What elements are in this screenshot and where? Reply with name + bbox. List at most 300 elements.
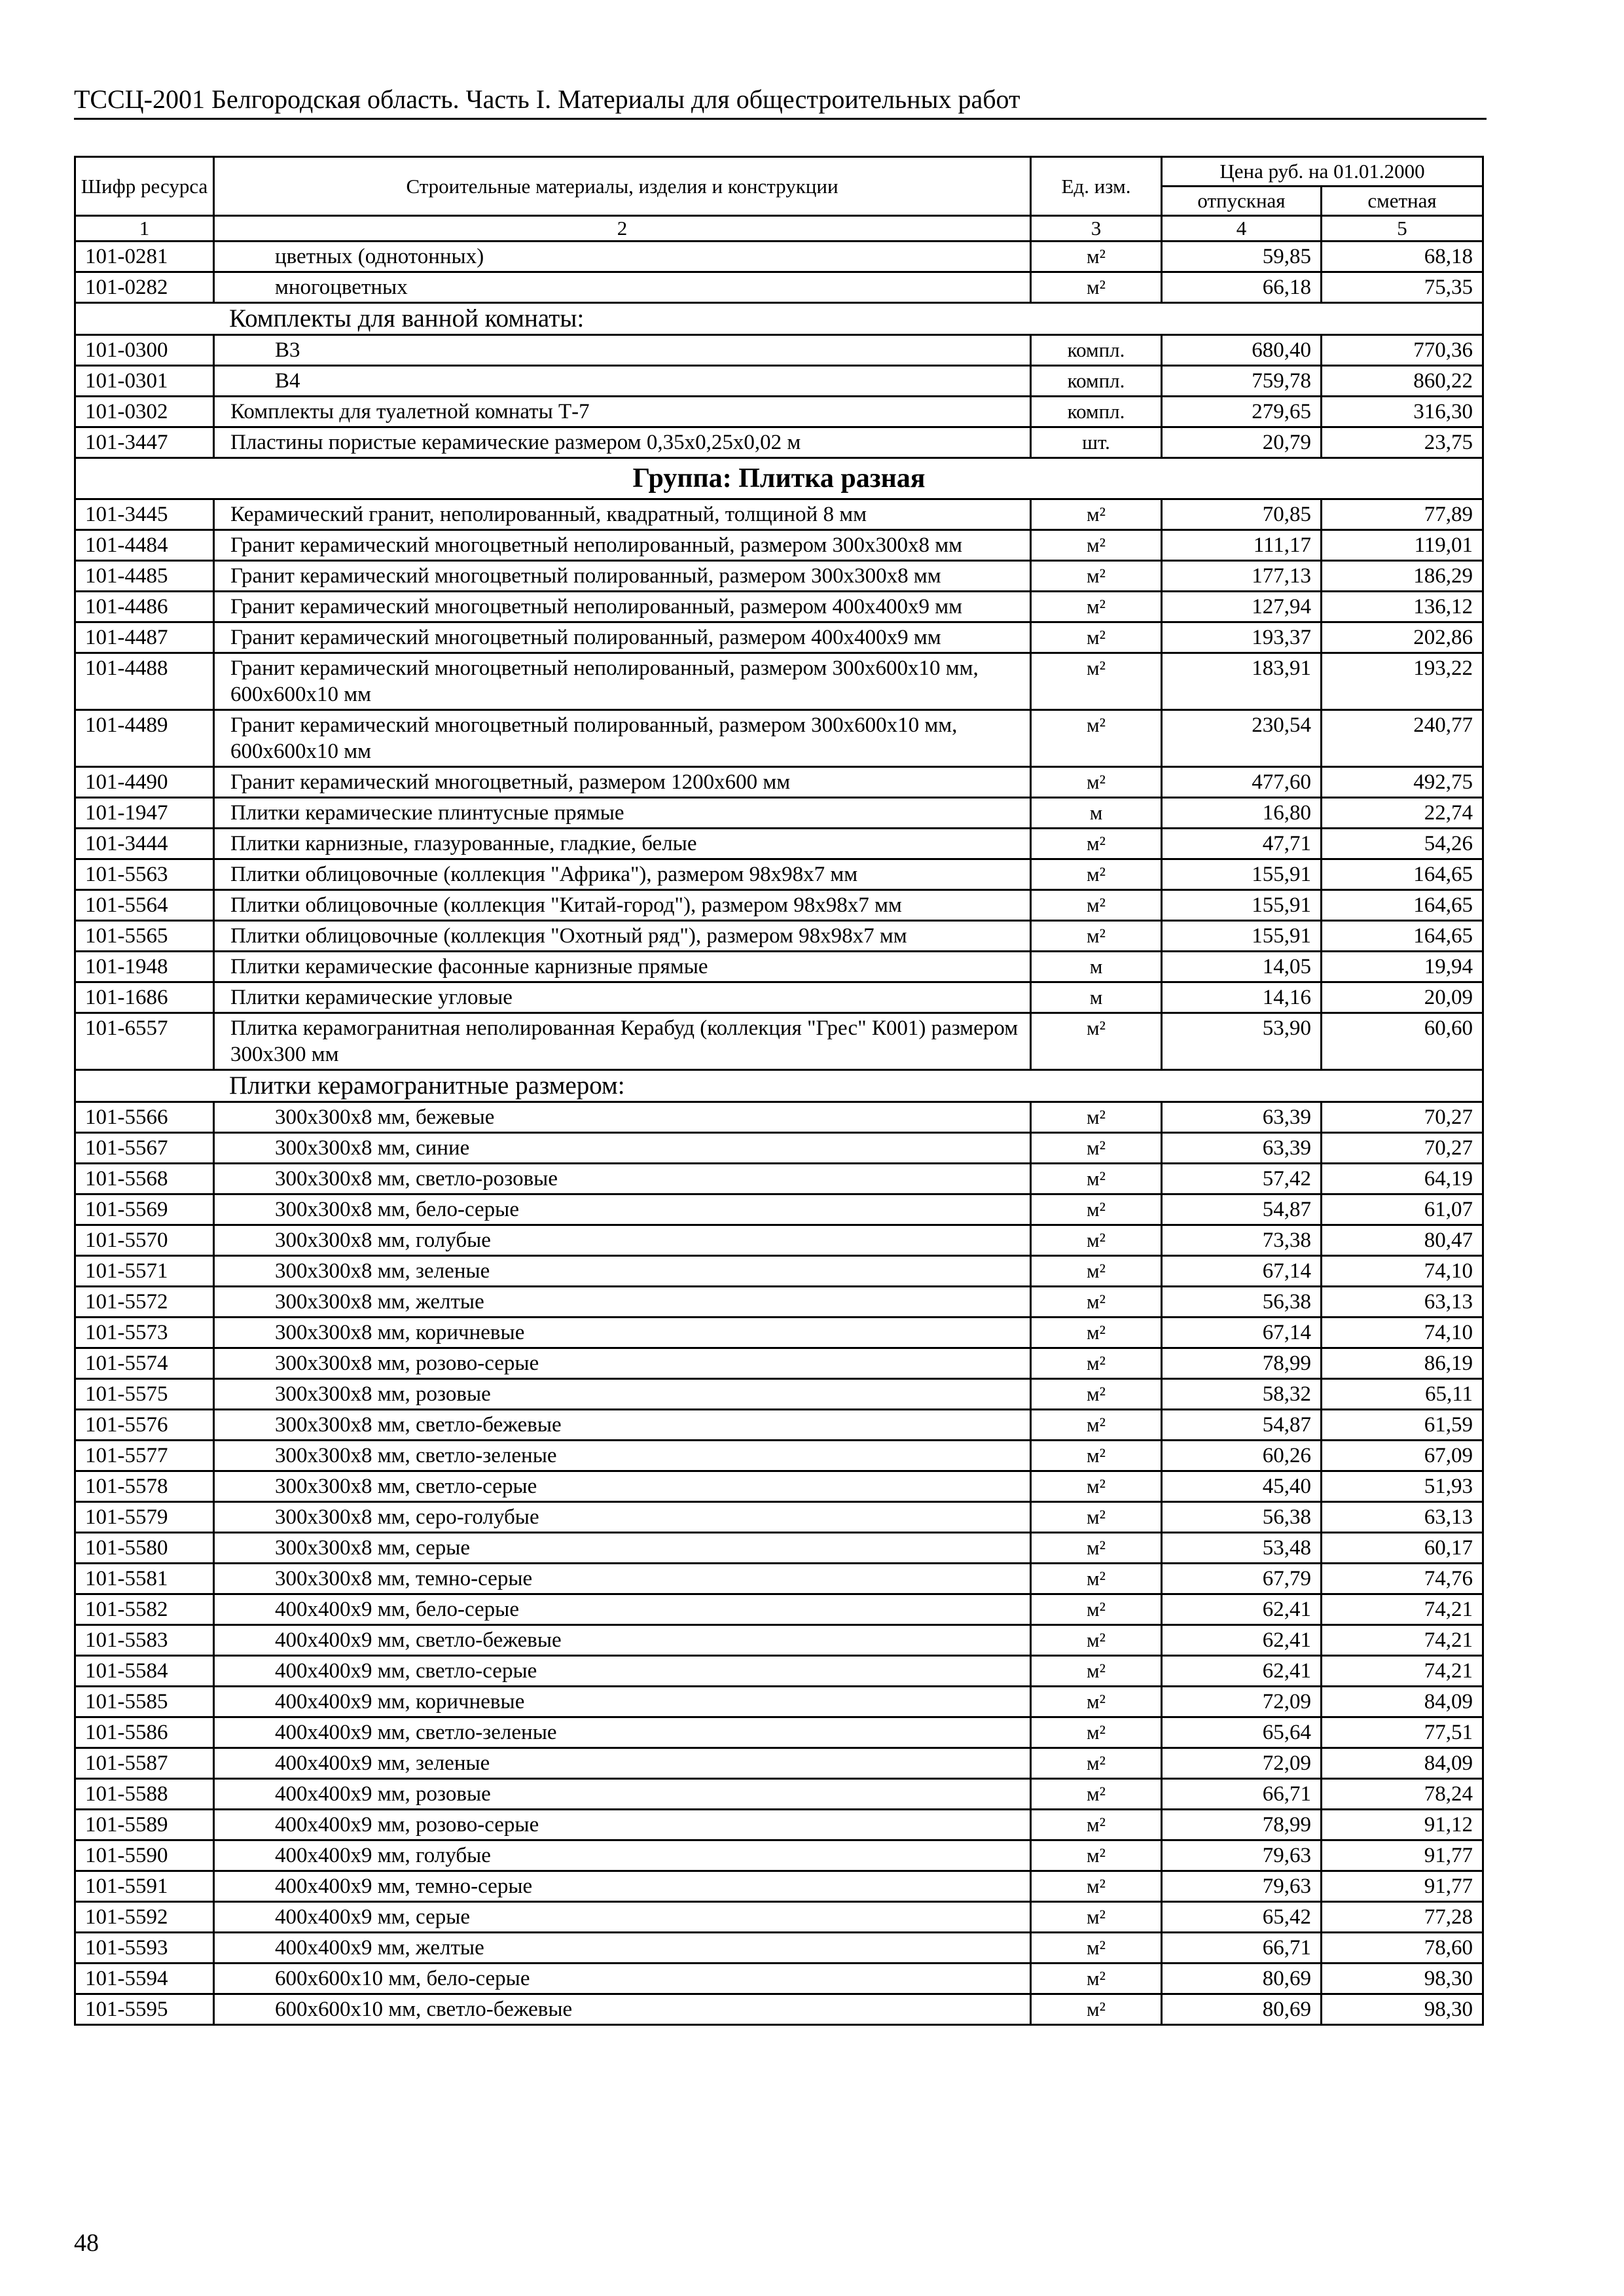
table-row — [75, 1564, 1483, 1594]
release-price-cell: 62,41 — [1162, 1594, 1322, 1625]
resource-code-cell: 101-4484 — [75, 530, 214, 561]
resource-code-cell: 101-0300 — [75, 335, 214, 366]
table-row — [75, 1256, 1483, 1287]
unit-cell: м² — [1031, 1564, 1162, 1594]
material-name-cell: 400х400х9 мм, светло-бежевые — [214, 1625, 1031, 1656]
release-price-cell: 279,65 — [1162, 397, 1322, 427]
table-row — [75, 1840, 1483, 1871]
unit-cell: м² — [1031, 1533, 1162, 1564]
unit-cell: м² — [1031, 1410, 1162, 1441]
material-name-cell: 300х300х8 мм, голубые — [214, 1225, 1031, 1256]
column-number: 3 — [1031, 216, 1162, 242]
material-name-cell: 400х400х9 мм, бело-серые — [214, 1594, 1031, 1625]
table-row — [75, 1194, 1483, 1225]
section-subheader: Комплекты для ванной комнаты: — [75, 303, 1483, 335]
table-row — [75, 798, 1483, 829]
material-name-cell: 300х300х8 мм, темно-серые — [214, 1564, 1031, 1594]
resource-code-cell: 101-1948 — [75, 952, 214, 982]
estimate-price-cell: 65,11 — [1322, 1379, 1483, 1410]
unit-cell: м² — [1031, 1748, 1162, 1779]
table-row — [75, 1871, 1483, 1902]
estimate-price-cell: 61,07 — [1322, 1194, 1483, 1225]
column-number: 4 — [1162, 216, 1322, 242]
material-name-cell: 400х400х9 мм, зеленые — [214, 1748, 1031, 1779]
material-name-cell: В4 — [214, 366, 1031, 397]
release-price-cell: 54,87 — [1162, 1410, 1322, 1441]
unit-cell: м² — [1031, 1871, 1162, 1902]
release-price-cell: 70,85 — [1162, 499, 1322, 530]
resource-code-cell: 101-5591 — [75, 1871, 214, 1902]
material-name-cell: 300х300х8 мм, розовые — [214, 1379, 1031, 1410]
estimate-price-cell: 74,21 — [1322, 1625, 1483, 1656]
unit-cell: компл. — [1031, 366, 1162, 397]
material-name-cell: 400х400х9 мм, розовые — [214, 1779, 1031, 1810]
table-row — [75, 1102, 1483, 1133]
material-name-cell: Гранит керамический многоцветный полированный, размером 400х400х9 мм — [214, 622, 1031, 653]
release-price-cell: 56,38 — [1162, 1287, 1322, 1318]
resource-code-cell: 101-5589 — [75, 1810, 214, 1840]
release-price-cell: 65,64 — [1162, 1717, 1322, 1748]
material-name-cell: 300х300х8 мм, светло-зеленые — [214, 1441, 1031, 1471]
material-name-cell: 400х400х9 мм, серые — [214, 1902, 1031, 1933]
unit-cell: м² — [1031, 499, 1162, 530]
material-name-cell: 300х300х8 мм, синие — [214, 1133, 1031, 1164]
resource-code-cell: 101-3445 — [75, 499, 214, 530]
release-price-cell: 72,09 — [1162, 1687, 1322, 1717]
table-row — [75, 530, 1483, 561]
release-price-cell: 14,16 — [1162, 982, 1322, 1013]
material-name-cell: 400х400х9 мм, розово-серые — [214, 1810, 1031, 1840]
release-price-cell: 67,14 — [1162, 1318, 1322, 1348]
unit-cell: м² — [1031, 1441, 1162, 1471]
unit-cell: компл. — [1031, 397, 1162, 427]
table-row — [75, 622, 1483, 653]
column-number: 1 — [75, 216, 214, 242]
release-price-cell: 230,54 — [1162, 710, 1322, 767]
table-row — [75, 829, 1483, 859]
table-row — [75, 1717, 1483, 1748]
table-row — [75, 1441, 1483, 1471]
release-price-cell: 80,69 — [1162, 1964, 1322, 1994]
resource-code-cell: 101-5595 — [75, 1994, 214, 2025]
release-price-cell: 54,87 — [1162, 1194, 1322, 1225]
table-row — [75, 1502, 1483, 1533]
resource-code-cell: 101-1947 — [75, 798, 214, 829]
release-price-cell: 183,91 — [1162, 653, 1322, 710]
material-name-cell: 300х300х8 мм, зеленые — [214, 1256, 1031, 1287]
estimate-price-cell: 770,36 — [1322, 335, 1483, 366]
unit-cell: м² — [1031, 1964, 1162, 1994]
material-name-cell: Керамический гранит, неполированный, квадратный, толщиной 8 мм — [214, 499, 1031, 530]
estimate-price-cell: 60,60 — [1322, 1013, 1483, 1070]
resource-code-cell: 101-5576 — [75, 1410, 214, 1441]
material-name-cell: многоцветных — [214, 272, 1031, 303]
estimate-price-cell: 84,09 — [1322, 1748, 1483, 1779]
material-name-cell: В3 — [214, 335, 1031, 366]
unit-cell: м² — [1031, 272, 1162, 303]
unit-cell: м — [1031, 952, 1162, 982]
unit-cell: м — [1031, 798, 1162, 829]
price-table-body — [75, 216, 1483, 2025]
table-row — [75, 427, 1483, 458]
table-row — [75, 272, 1483, 303]
estimate-price-cell: 23,75 — [1322, 427, 1483, 458]
release-price-cell: 78,99 — [1162, 1348, 1322, 1379]
unit-cell: м² — [1031, 1318, 1162, 1348]
release-price-cell: 16,80 — [1162, 798, 1322, 829]
material-name-cell: Плитки карнизные, глазурованные, гладкие, белые — [214, 829, 1031, 859]
estimate-price-cell: 164,65 — [1322, 921, 1483, 952]
resource-code-cell: 101-0281 — [75, 242, 214, 272]
resource-code-cell: 101-0301 — [75, 366, 214, 397]
material-name-cell: 300х300х8 мм, бело-серые — [214, 1194, 1031, 1225]
unit-cell: м² — [1031, 890, 1162, 921]
table-row — [75, 890, 1483, 921]
estimate-price-cell: 64,19 — [1322, 1164, 1483, 1194]
unit-cell: компл. — [1031, 335, 1162, 366]
material-name-cell: 300х300х8 мм, желтые — [214, 1287, 1031, 1318]
table-row — [75, 1225, 1483, 1256]
estimate-price-cell: 164,65 — [1322, 859, 1483, 890]
resource-code-cell: 101-5568 — [75, 1164, 214, 1194]
resource-code-cell: 101-5582 — [75, 1594, 214, 1625]
material-name-cell: Гранит керамический многоцветный полированный, размером 300х300х8 мм — [214, 561, 1031, 592]
resource-code-cell: 101-5587 — [75, 1748, 214, 1779]
price-table-header — [75, 157, 1483, 216]
release-price-cell: 127,94 — [1162, 592, 1322, 622]
material-name-cell: Плитки керамические плинтусные прямые — [214, 798, 1031, 829]
column-number: 2 — [214, 216, 1031, 242]
table-row — [75, 1810, 1483, 1840]
material-name-cell: 300х300х8 мм, светло-розовые — [214, 1164, 1031, 1194]
resource-code-cell: 101-5593 — [75, 1933, 214, 1964]
release-price-cell: 53,48 — [1162, 1533, 1322, 1564]
table-row — [75, 1748, 1483, 1779]
table-row — [75, 397, 1483, 427]
resource-code-cell: 101-5566 — [75, 1102, 214, 1133]
unit-cell: м — [1031, 982, 1162, 1013]
release-price-cell: 63,39 — [1162, 1133, 1322, 1164]
estimate-price-cell: 240,77 — [1322, 710, 1483, 767]
estimate-price-cell: 77,28 — [1322, 1902, 1483, 1933]
resource-code-cell: 101-5583 — [75, 1625, 214, 1656]
resource-code-cell: 101-1686 — [75, 982, 214, 1013]
release-price-cell: 78,99 — [1162, 1810, 1322, 1840]
release-price-cell: 79,63 — [1162, 1871, 1322, 1902]
estimate-price-cell: 70,27 — [1322, 1133, 1483, 1164]
unit-cell: м² — [1031, 561, 1162, 592]
unit-cell: м² — [1031, 710, 1162, 767]
unit-cell: м² — [1031, 653, 1162, 710]
material-name-cell: Гранит керамический многоцветный, размером 1200х600 мм — [214, 767, 1031, 798]
estimate-price-cell: 186,29 — [1322, 561, 1483, 592]
unit-cell: м² — [1031, 1102, 1162, 1133]
estimate-price-cell: 67,09 — [1322, 1441, 1483, 1471]
estimate-price-cell: 63,13 — [1322, 1502, 1483, 1533]
material-name-cell: Плитки облицовочные (коллекция "Охотный ряд"), размером 98х98х7 мм — [214, 921, 1031, 952]
resource-code-cell: 101-5565 — [75, 921, 214, 952]
material-name-cell: 600х600х10 мм, светло-бежевые — [214, 1994, 1031, 2025]
header-rule — [74, 118, 1487, 120]
estimate-price-cell: 68,18 — [1322, 242, 1483, 272]
unit-cell: м² — [1031, 622, 1162, 653]
material-name-cell: 400х400х9 мм, коричневые — [214, 1687, 1031, 1717]
price-table — [74, 156, 1484, 2026]
release-price-cell: 62,41 — [1162, 1625, 1322, 1656]
unit-cell: м² — [1031, 767, 1162, 798]
header-price: Цена руб. на 01.01.2000 — [1162, 157, 1483, 187]
material-name-cell: 400х400х9 мм, светло-серые — [214, 1656, 1031, 1687]
release-price-cell: 155,91 — [1162, 890, 1322, 921]
resource-code-cell: 101-5571 — [75, 1256, 214, 1287]
table-row — [75, 1964, 1483, 1994]
estimate-price-cell: 19,94 — [1322, 952, 1483, 982]
unit-cell: м² — [1031, 829, 1162, 859]
estimate-price-cell: 492,75 — [1322, 767, 1483, 798]
material-name-cell: 600х600х10 мм, бело-серые — [214, 1964, 1031, 1994]
unit-cell: м² — [1031, 1133, 1162, 1164]
unit-cell: м² — [1031, 1625, 1162, 1656]
material-name-cell: 300х300х8 мм, светло-бежевые — [214, 1410, 1031, 1441]
table-row — [75, 952, 1483, 982]
estimate-price-cell: 70,27 — [1322, 1102, 1483, 1133]
resource-code-cell: 101-4490 — [75, 767, 214, 798]
table-row — [75, 1902, 1483, 1933]
resource-code-cell: 101-4486 — [75, 592, 214, 622]
table-row — [75, 921, 1483, 952]
estimate-price-cell: 136,12 — [1322, 592, 1483, 622]
resource-code-cell: 101-5590 — [75, 1840, 214, 1871]
table-row — [75, 1287, 1483, 1318]
table-row — [75, 561, 1483, 592]
resource-code-cell: 101-5594 — [75, 1964, 214, 1994]
table-row — [75, 499, 1483, 530]
resource-code-cell: 101-5569 — [75, 1194, 214, 1225]
resource-code-cell: 101-5564 — [75, 890, 214, 921]
release-price-cell: 67,14 — [1162, 1256, 1322, 1287]
unit-cell: м² — [1031, 921, 1162, 952]
release-price-cell: 57,42 — [1162, 1164, 1322, 1194]
page-header-title: ТССЦ-2001 Белгородская область. Часть I. Материалы для общестроительных работ — [74, 84, 1020, 114]
resource-code-cell: 101-3447 — [75, 427, 214, 458]
resource-code-cell: 101-5573 — [75, 1318, 214, 1348]
unit-cell: м² — [1031, 1687, 1162, 1717]
estimate-price-cell: 98,30 — [1322, 1994, 1483, 2025]
estimate-price-cell: 74,21 — [1322, 1594, 1483, 1625]
resource-code-cell: 101-5575 — [75, 1379, 214, 1410]
estimate-price-cell: 91,12 — [1322, 1810, 1483, 1840]
release-price-cell: 65,42 — [1162, 1902, 1322, 1933]
material-name-cell: Плитки облицовочные (коллекция "Китай-город"), размером 98х98х7 мм — [214, 890, 1031, 921]
release-price-cell: 111,17 — [1162, 530, 1322, 561]
resource-code-cell: 101-6557 — [75, 1013, 214, 1070]
table-row — [75, 1994, 1483, 2025]
estimate-price-cell: 164,65 — [1322, 890, 1483, 921]
material-name-cell: 400х400х9 мм, голубые — [214, 1840, 1031, 1871]
unit-cell: шт. — [1031, 427, 1162, 458]
subheader-row — [75, 303, 1483, 335]
resource-code-cell: 101-5574 — [75, 1348, 214, 1379]
unit-cell: м² — [1031, 1164, 1162, 1194]
resource-code-cell: 101-5577 — [75, 1441, 214, 1471]
release-price-cell: 155,91 — [1162, 859, 1322, 890]
estimate-price-cell: 22,74 — [1322, 798, 1483, 829]
release-price-cell: 155,91 — [1162, 921, 1322, 952]
estimate-price-cell: 202,86 — [1322, 622, 1483, 653]
table-row — [75, 366, 1483, 397]
estimate-price-cell: 60,17 — [1322, 1533, 1483, 1564]
estimate-price-cell: 860,22 — [1322, 366, 1483, 397]
release-price-cell: 73,38 — [1162, 1225, 1322, 1256]
resource-code-cell: 101-4487 — [75, 622, 214, 653]
material-name-cell: 300х300х8 мм, коричневые — [214, 1318, 1031, 1348]
resource-code-cell: 101-4489 — [75, 710, 214, 767]
material-name-cell: Пластины пористые керамические размером 0,35х0,25х0,02 м — [214, 427, 1031, 458]
header-release-price: отпускная — [1162, 187, 1322, 216]
material-name-cell: Комплекты для туалетной комнаты Т-7 — [214, 397, 1031, 427]
material-name-cell: Плитка керамогранитная неполированная Керабуд (коллекция "Грес" К001) размером 300х300 мм — [214, 1013, 1031, 1070]
material-name-cell: 300х300х8 мм, серые — [214, 1533, 1031, 1564]
material-name-cell: Гранит керамический многоцветный неполированный, размером 300х600х10 мм, 600х600х10 мм — [214, 653, 1031, 710]
subheader-row — [75, 1070, 1483, 1102]
release-price-cell: 80,69 — [1162, 1994, 1322, 2025]
resource-code-cell: 101-5592 — [75, 1902, 214, 1933]
estimate-price-cell: 91,77 — [1322, 1871, 1483, 1902]
release-price-cell: 66,71 — [1162, 1779, 1322, 1810]
unit-cell: м² — [1031, 1379, 1162, 1410]
unit-cell: м² — [1031, 1225, 1162, 1256]
estimate-price-cell: 80,47 — [1322, 1225, 1483, 1256]
estimate-price-cell: 74,10 — [1322, 1318, 1483, 1348]
table-row — [75, 1779, 1483, 1810]
table-row — [75, 335, 1483, 366]
table-row — [75, 1656, 1483, 1687]
resource-code-cell: 101-5584 — [75, 1656, 214, 1687]
resource-code-cell: 101-5579 — [75, 1502, 214, 1533]
group-header-row — [75, 458, 1483, 499]
unit-cell: м² — [1031, 1902, 1162, 1933]
estimate-price-cell: 74,76 — [1322, 1564, 1483, 1594]
material-name-cell: 400х400х9 мм, желтые — [214, 1933, 1031, 1964]
release-price-cell: 56,38 — [1162, 1502, 1322, 1533]
estimate-price-cell: 193,22 — [1322, 653, 1483, 710]
table-row — [75, 1933, 1483, 1964]
estimate-price-cell: 316,30 — [1322, 397, 1483, 427]
material-name-cell: Гранит керамический многоцветный неполированный, размером 300х300х8 мм — [214, 530, 1031, 561]
material-name-cell: цветных (однотонных) — [214, 242, 1031, 272]
release-price-cell: 14,05 — [1162, 952, 1322, 982]
resource-code-cell: 101-3444 — [75, 829, 214, 859]
release-price-cell: 63,39 — [1162, 1102, 1322, 1133]
unit-cell: м² — [1031, 242, 1162, 272]
release-price-cell: 66,18 — [1162, 272, 1322, 303]
resource-code-cell: 101-5581 — [75, 1564, 214, 1594]
material-name-cell: Гранит керамический многоцветный полированный, размером 300х600х10 мм, 600х600х10 мм — [214, 710, 1031, 767]
table-row — [75, 982, 1483, 1013]
estimate-price-cell: 74,21 — [1322, 1656, 1483, 1687]
unit-cell: м² — [1031, 1194, 1162, 1225]
unit-cell: м² — [1031, 1933, 1162, 1964]
table-row — [75, 592, 1483, 622]
unit-cell: м² — [1031, 1594, 1162, 1625]
release-price-cell: 66,71 — [1162, 1933, 1322, 1964]
unit-cell: м² — [1031, 1779, 1162, 1810]
unit-cell: м² — [1031, 1994, 1162, 2025]
table-row — [75, 1533, 1483, 1564]
unit-cell: м² — [1031, 1287, 1162, 1318]
resource-code-cell: 101-5578 — [75, 1471, 214, 1502]
unit-cell: м² — [1031, 1013, 1162, 1070]
resource-code-cell: 101-5572 — [75, 1287, 214, 1318]
resource-code-cell: 101-5563 — [75, 859, 214, 890]
material-name-cell: Плитки керамические угловые — [214, 982, 1031, 1013]
unit-cell: м² — [1031, 1502, 1162, 1533]
release-price-cell: 177,13 — [1162, 561, 1322, 592]
table-row — [75, 1318, 1483, 1348]
estimate-price-cell: 98,30 — [1322, 1964, 1483, 1994]
table-row — [75, 1594, 1483, 1625]
table-row — [75, 1133, 1483, 1164]
release-price-cell: 477,60 — [1162, 767, 1322, 798]
resource-code-cell: 101-5586 — [75, 1717, 214, 1748]
table-row — [75, 242, 1483, 272]
release-price-cell: 759,78 — [1162, 366, 1322, 397]
estimate-price-cell: 84,09 — [1322, 1687, 1483, 1717]
table-row — [75, 710, 1483, 767]
estimate-price-cell: 61,59 — [1322, 1410, 1483, 1441]
unit-cell: м² — [1031, 1348, 1162, 1379]
release-price-cell: 47,71 — [1162, 829, 1322, 859]
release-price-cell: 193,37 — [1162, 622, 1322, 653]
estimate-price-cell: 63,13 — [1322, 1287, 1483, 1318]
table-row — [75, 1013, 1483, 1070]
release-price-cell: 680,40 — [1162, 335, 1322, 366]
resource-code-cell: 101-5567 — [75, 1133, 214, 1164]
group-title: Группа: Плитка разная — [75, 458, 1483, 499]
table-row — [75, 1625, 1483, 1656]
table-row — [75, 1348, 1483, 1379]
estimate-price-cell: 54,26 — [1322, 829, 1483, 859]
unit-cell: м² — [1031, 530, 1162, 561]
table-row — [75, 1471, 1483, 1502]
material-name-cell: 300х300х8 мм, серо-голубые — [214, 1502, 1031, 1533]
estimate-price-cell: 77,51 — [1322, 1717, 1483, 1748]
material-name-cell: 400х400х9 мм, темно-серые — [214, 1871, 1031, 1902]
resource-code-cell: 101-0302 — [75, 397, 214, 427]
unit-cell: м² — [1031, 1471, 1162, 1502]
table-row — [75, 859, 1483, 890]
unit-cell: м² — [1031, 1840, 1162, 1871]
page-number: 48 — [74, 2229, 99, 2257]
estimate-price-cell: 75,35 — [1322, 272, 1483, 303]
estimate-price-cell: 20,09 — [1322, 982, 1483, 1013]
resource-code-cell: 101-5588 — [75, 1779, 214, 1810]
unit-cell: м² — [1031, 1810, 1162, 1840]
header-name: Строительные материалы, изделия и конструкции — [214, 157, 1031, 216]
resource-code-cell: 101-5580 — [75, 1533, 214, 1564]
release-price-cell: 58,32 — [1162, 1379, 1322, 1410]
release-price-cell: 62,41 — [1162, 1656, 1322, 1687]
material-name-cell: 300х300х8 мм, бежевые — [214, 1102, 1031, 1133]
header-code: Шифр ресурса — [75, 157, 214, 216]
estimate-price-cell: 51,93 — [1322, 1471, 1483, 1502]
release-price-cell: 45,40 — [1162, 1471, 1322, 1502]
resource-code-cell: 101-4485 — [75, 561, 214, 592]
unit-cell: м² — [1031, 1656, 1162, 1687]
material-name-cell: 300х300х8 мм, светло-серые — [214, 1471, 1031, 1502]
unit-cell: м² — [1031, 592, 1162, 622]
resource-code-cell: 101-0282 — [75, 272, 214, 303]
